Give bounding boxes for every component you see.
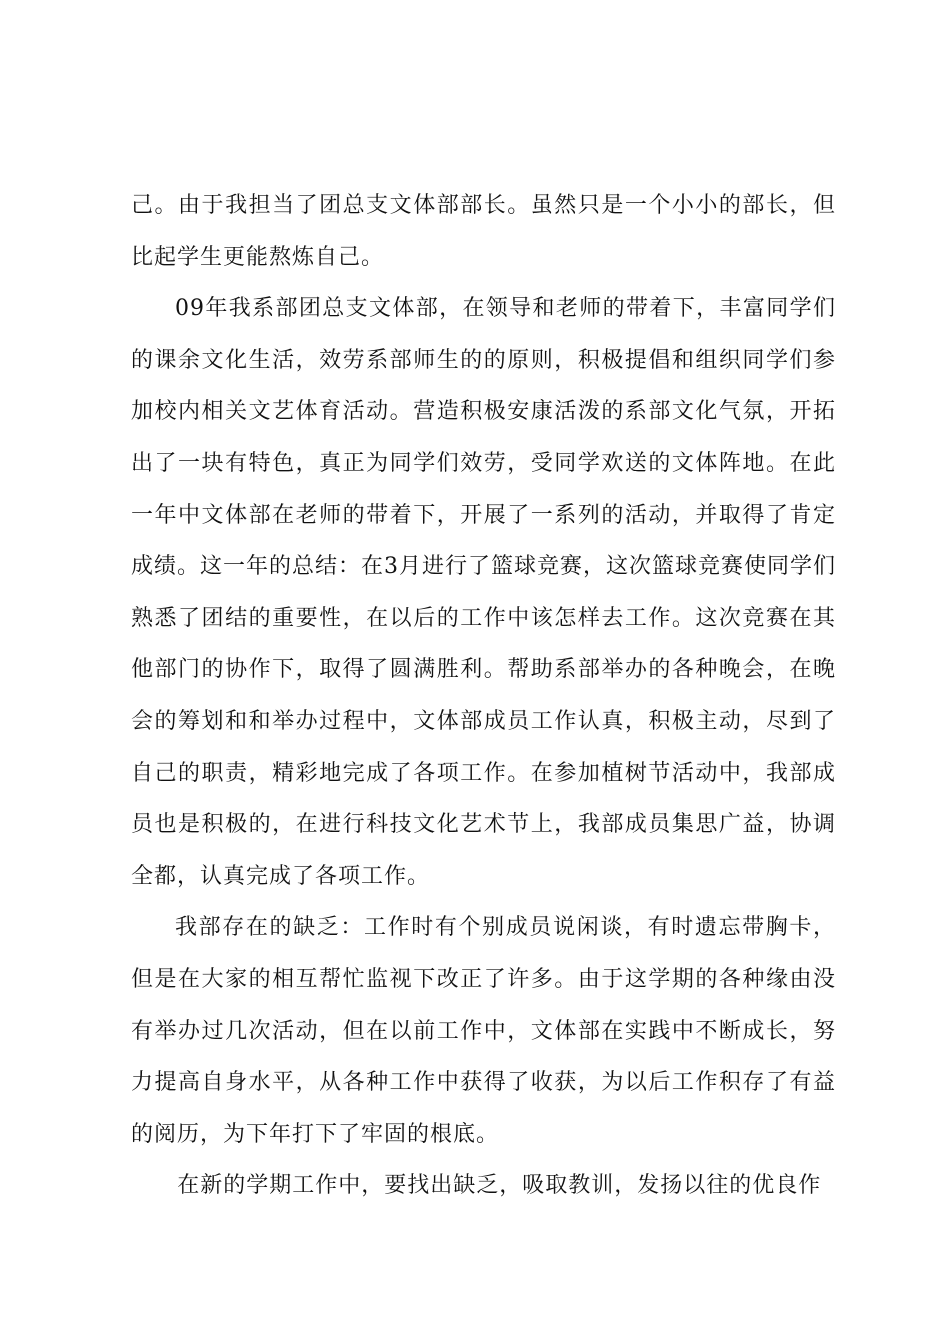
paragraph-work-summary: 09年我系部团总支文体部，在领导和老师的带着下，丰富同学们的课余文化生活，效劳系部师生的的原则，积极提倡和组织同学们参加校内相关文艺体育活动。营造积极安康活泼的系部文化气氛，开拓出了一块有特色，真正为同学们效劳，受同学欢送的文体阵地。在此一年中文体部在老师的带着下，开展了一系列的活动，并取得了肯定成绩。这一年的总结：在3月进行了篮球竞赛，这次篮球竞赛使同学们熟悉了团结的重要性，在以后的工作中该怎样去工作。这次竞赛在其他部门的协作下，取得了圆满胜利。帮助系部举办的各种晚会，在晚会的筹划和和举办过程中，文体部成员工作认真，积极主动，尽到了自己的职责，精彩地完成了各项工作。在参加植树节活动中，我部成员也是积极的，在进行科技文化艺术节上，我部成员集思广益，协调全都，认真完成了各项工作。 bbox=[131, 296, 836, 889]
paragraph-continuation: 己。由于我担当了团总支文体部部长。虽然只是一个小小的部长，但比起学生更能熬炼自己。 bbox=[131, 193, 836, 270]
paragraph-new-semester: 在新的学期工作中，要找出缺乏，吸取教训，发扬以往的优良作 bbox=[177, 1173, 822, 1199]
document-body bbox=[131, 180, 836, 1212]
paragraph-shortcomings: 我部存在的缺乏：工作时有个别成员说闲谈，有时遗忘带胸卡，但是在大家的相互帮忙监视下改正了许多。由于这学期的各种缘由没有举办过几次活动，但在以前工作中，文体部在实践中不断成长，努力提高自身水平，从各种工作中获得了收获，为以后工作积存了有益的阅历，为下年打下了牢固的根底。 bbox=[131, 915, 836, 1147]
